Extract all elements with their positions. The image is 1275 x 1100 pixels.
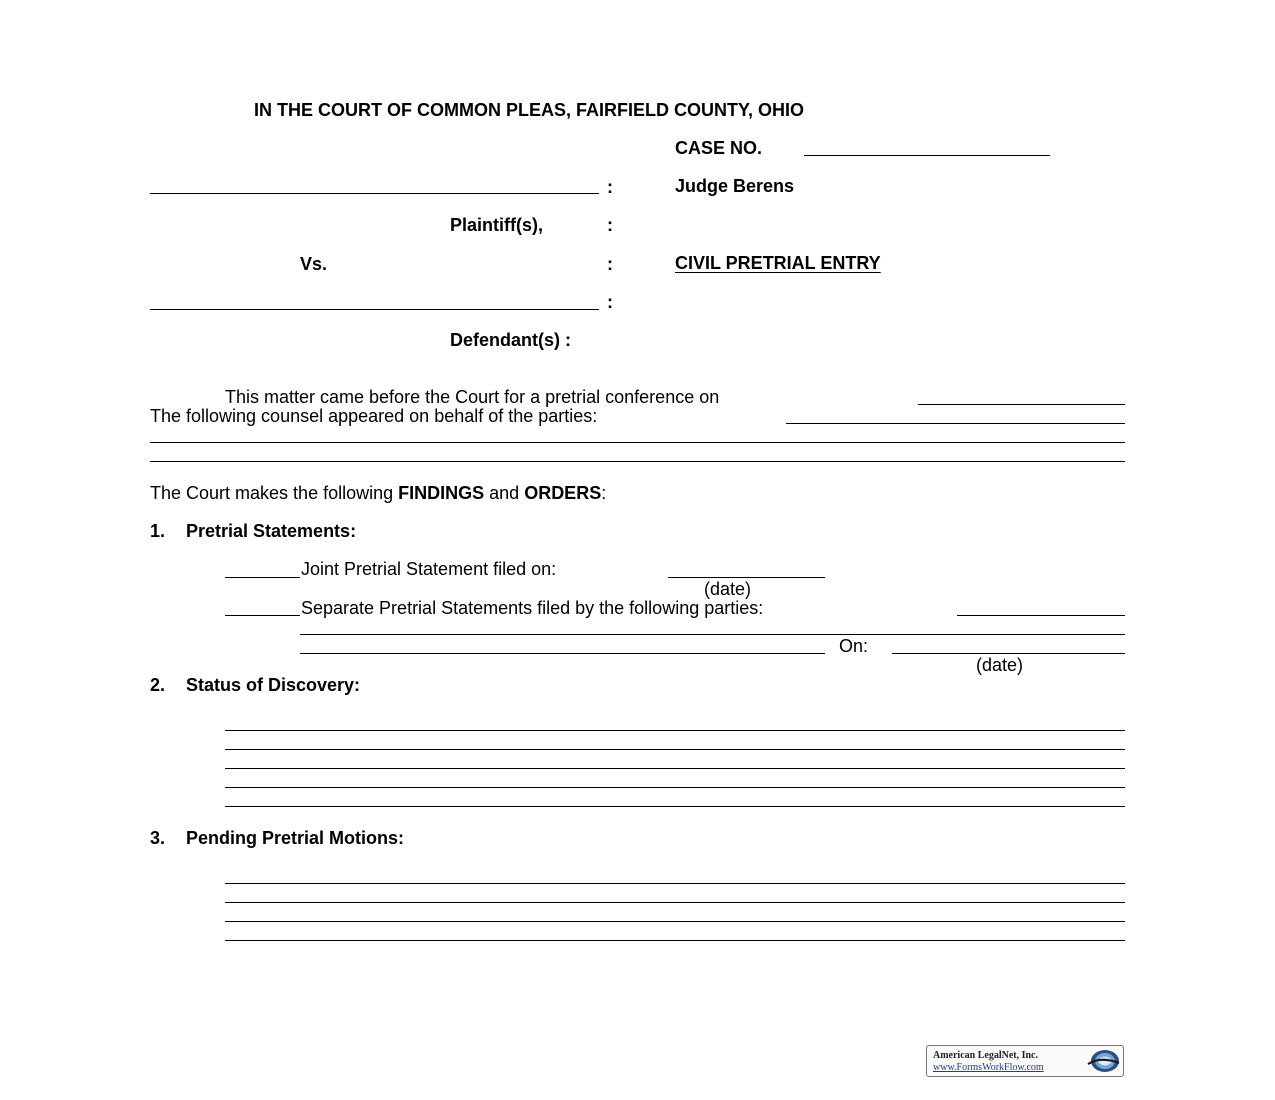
discovery-line-4[interactable] <box>225 787 1125 788</box>
separate-parties-field-2[interactable] <box>300 634 1125 635</box>
section-1-title: Pretrial Statements: <box>186 521 357 541</box>
counsel-field-3[interactable] <box>150 461 1125 462</box>
motions-line-3[interactable] <box>225 921 1125 922</box>
defendant-label: Defendant(s) : <box>450 330 571 350</box>
case-no-label: CASE NO. <box>675 138 763 158</box>
separate-statements-label: Separate Pretrial Statements filed by the following parties: <box>301 598 764 618</box>
logo-website-link[interactable]: www.FormsWorkFlow.com <box>933 1062 1044 1073</box>
section-3-title: Pending Pretrial Motions: <box>186 828 405 848</box>
discovery-line-3[interactable] <box>225 768 1125 769</box>
joint-statement-checkbox-line[interactable] <box>225 577 300 578</box>
intro-line-2: The following counsel appeared on behalf of the parties: <box>150 406 598 426</box>
counsel-field-2[interactable] <box>150 442 1125 443</box>
plaintiff-name-field[interactable] <box>150 193 599 194</box>
section-2-number: 2. <box>150 675 166 695</box>
date-caption: (date) <box>704 579 752 599</box>
counsel-field-1[interactable] <box>786 423 1125 424</box>
american-legalnet-logo[interactable] <box>926 1045 1124 1077</box>
section-1-number: 1. <box>150 521 166 541</box>
section-3-number: 3. <box>150 828 166 848</box>
joint-statement-label: Joint Pretrial Statement filed on: <box>301 559 557 579</box>
court-title: IN THE COURT OF COMMON PLEAS, FAIRFIELD COUNTY, OHIO <box>254 100 805 120</box>
caption-colon: : <box>607 177 613 197</box>
globe-logo-icon <box>1085 1048 1121 1074</box>
motions-line-2[interactable] <box>225 902 1125 903</box>
plaintiff-label: Plaintiff(s), <box>450 215 543 235</box>
section-2-title: Status of Discovery: <box>186 675 361 695</box>
defendant-name-field[interactable] <box>150 309 599 310</box>
caption-colon: : <box>607 292 613 312</box>
intro-line-1: This matter came before the Court for a pretrial conference on <box>225 387 720 407</box>
vs-label: Vs. <box>300 254 328 274</box>
separate-parties-field-1[interactable] <box>957 615 1125 616</box>
logo-company-name: American LegalNet, Inc. <box>933 1050 1038 1061</box>
case-no-field[interactable] <box>804 155 1050 156</box>
judge-name: Judge Berens <box>675 176 795 196</box>
date-caption: (date) <box>976 655 1024 675</box>
discovery-line-5[interactable] <box>225 806 1125 807</box>
discovery-line-1[interactable] <box>225 730 1125 731</box>
conference-date-field[interactable] <box>918 404 1125 405</box>
on-label: On: <box>839 636 869 656</box>
motions-line-1[interactable] <box>225 883 1125 884</box>
discovery-line-2[interactable] <box>225 749 1125 750</box>
separate-parties-field-3[interactable] <box>300 653 825 654</box>
caption-colon: : <box>607 254 613 274</box>
findings-intro: The Court makes the following FINDINGS and ORDERS: <box>150 483 607 503</box>
caption-colon: : <box>607 215 613 235</box>
separate-statements-checkbox-line[interactable] <box>225 615 300 616</box>
entry-title: CIVIL PRETRIAL ENTRY <box>675 253 881 273</box>
motions-line-4[interactable] <box>225 940 1125 941</box>
joint-statement-date-field[interactable] <box>668 577 825 578</box>
separate-statements-date-field[interactable] <box>892 653 1125 654</box>
